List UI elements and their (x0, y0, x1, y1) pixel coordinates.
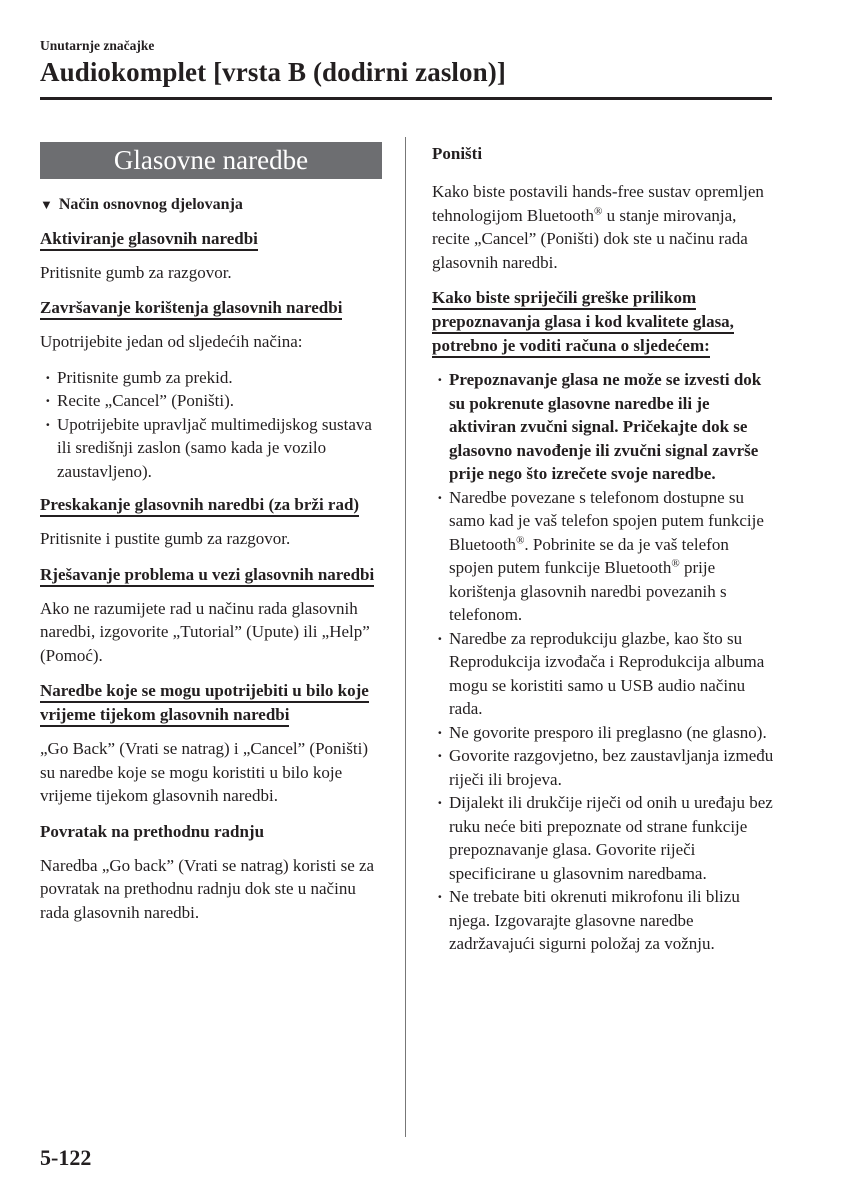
section-title: Glasovne naredbe (40, 142, 382, 179)
left-column (40, 142, 382, 936)
text-cancel-part2: u stanje mirovanja, recite „Cancel” (Poništi) dok ste u načinu rada glasovnih naredbi. (432, 205, 748, 272)
triangle-down-icon: ▼ (40, 197, 53, 212)
heading-activate-text: Aktiviranje glasovnih naredbi (40, 229, 258, 251)
column-divider (405, 137, 406, 1137)
heading-trouble (40, 563, 382, 587)
chapter-label: Unutarnje značajke (40, 38, 155, 53)
header-rule (40, 97, 772, 100)
heading-skip-text: Preskakanje glasovnih naredbi (za brži rad) (40, 495, 359, 517)
list-item: · Prepoznavanje glasa ne može se izvesti dok su pokrenute glasovne naredbe ili je aktiviran zvučni signal. Pričekajte dok se glasovno navođenje ili zvučni signal završe prije nego što izrečete svoje naredbe. (432, 368, 774, 486)
heading-end-text: Završavanje korištenja glasovnih naredbi (40, 298, 342, 320)
heading-anytime-text: Naredbe koje se mogu upotrijebiti u bilo koje vrijeme tijekom glasovnih naredbi (40, 681, 369, 727)
registered-mark: ® (593, 204, 603, 217)
list-item-text: prije korištenja glasovnih naredbi povezanih s telefonom. (449, 558, 727, 624)
list-item-text: . Pobrinite se da je vaš telefon spojen putem funkcije Bluetooth (449, 534, 729, 577)
text-skip: Pritisnite i pustite gumb za razgovor. (40, 529, 291, 548)
list-item: · Recite „Cancel” (Poništi). (40, 389, 382, 413)
subsection-heading-text: Način osnovnog djelovanja (58, 196, 243, 213)
heading-cancel: Poništi (432, 144, 483, 163)
list-item-text: Naredbe povezane s telefonom dostupne su samo kad je vaš telefon spojen putem funkcije Bluetooth (449, 487, 764, 554)
heading-errors (432, 286, 774, 358)
page-title: Audiokomplet [vrsta B (dodirni zaslon)] (40, 57, 506, 87)
list-item: · Naredbe za reprodukciju glazbe, kao što su Reprodukcija izvođača i Reprodukcija albuma mogu se koristiti samo u USB audio načinu rada. (432, 627, 774, 721)
heading-back: Povratak na prethodnu radnju (40, 821, 265, 841)
recognition-tips-list (432, 368, 774, 956)
heading-anytime (40, 679, 382, 727)
heading-errors-text: Kako biste spriječili greške prilikom prepoznavanja glasa i kod kvalitete glasa, potrebno je voditi računa o sljedećem: (432, 288, 734, 358)
end-method-list (40, 366, 382, 484)
text-activate: Pritisnite gumb za razgovor. (40, 262, 232, 282)
heading-skip (40, 493, 382, 517)
text-anytime: „Go Back” (Vrati se natrag) i „Cancel” (Poništi) su naredbe koje se mogu koristiti u bilo koje vrijeme tijekom glasovnih naredbi. (40, 739, 368, 805)
heading-activate (40, 227, 382, 251)
subsection-heading (40, 193, 382, 217)
list-item: · Upotrijebite upravljač multimedijskog sustava ili središnji zaslon (samo kada je vozilo zaustavljeno). (40, 413, 382, 484)
text-back: Naredba „Go back” (Vrati se natrag) koristi se za povratak na prethodnu radnju dok ste u načinu rada glasovnih naredbi. (40, 855, 375, 922)
text-cancel-part1: Kako biste postavili hands-free sustav opremljen tehnologijom Bluetooth (432, 182, 764, 225)
list-item: · Dijalekt ili drukčije riječi od onih u uređaju bez ruku neće biti prepoznate od strane funkcije prepoznavanje glasa. Govorite riječi specificirane u glasovnim naredbama. (432, 791, 774, 885)
text-trouble: Ako ne razumijete rad u načinu rada glasovnih naredbi, izgovorite „Tutorial” (Upute) ili „Help” (Pomoć). (40, 598, 370, 665)
right-column (432, 142, 774, 966)
list-item: · Govorite razgovjetno, bez zaustavljanja između riječi ili brojeva. (432, 744, 774, 791)
registered-mark: ® (671, 557, 680, 570)
registered-mark: ® (516, 533, 525, 546)
list-item: · Pritisnite gumb za prekid. (40, 366, 382, 390)
heading-trouble-text: Rješavanje problema u vezi glasovnih naredbi (40, 565, 374, 587)
heading-end (40, 296, 382, 320)
list-item: · Ne trebate biti okrenuti mikrofonu ili blizu njega. Izgovarajte glasovne naredbe zadržavajući sigurni položaj za vožnju. (432, 885, 774, 956)
text-cancel (432, 180, 774, 274)
list-item (432, 486, 774, 627)
list-item: · Ne govorite presporo ili preglasno (ne glasno). (432, 721, 774, 745)
text-end: Upotrijebite jedan od sljedećih načina: (40, 332, 303, 351)
page-number: 5-122 (40, 1145, 92, 1170)
